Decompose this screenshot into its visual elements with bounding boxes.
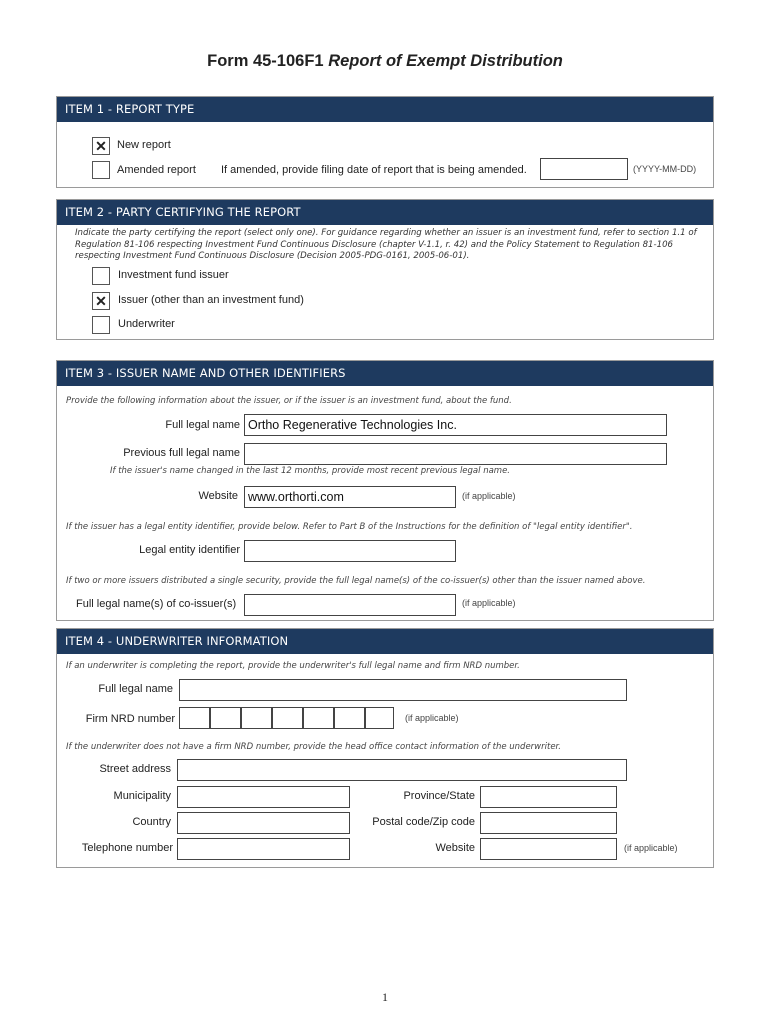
item2-instruction: Indicate the party certifying the report (select only one). For guidance regarding whether an issuer is an investment fund, refer to section 1.1 of Regulation 81-106 respecting Investment Fund Continuous Disclosure (chapter V-1.1, r. 42) and the Policy Statement to Regulation 81-106 respecting Investment Fund Continuous Disclosure (Decision 2005-PDG-0161, 2005-06-01). <box>75 228 697 261</box>
no-nrd-instruction: If the underwriter does not have a firm NRD number, provide the head office contact information of the underwriter. <box>66 742 561 752</box>
municipality-input[interactable] <box>177 786 350 808</box>
issuer-website-hint: (if applicable) <box>462 491 516 501</box>
province-state-input[interactable] <box>480 786 617 808</box>
nrd-digit-box[interactable] <box>179 707 210 729</box>
lei-input[interactable] <box>244 540 456 562</box>
co-issuer-label: Full legal name(s) of co-issuer(s) <box>76 598 237 610</box>
issuer-website-label: Website <box>198 490 238 502</box>
country-input[interactable] <box>177 812 350 834</box>
lei-label: Legal entity identifier <box>139 544 240 556</box>
nrd-digit-box[interactable] <box>334 707 365 729</box>
previous-legal-name-label: Previous full legal name <box>123 447 240 459</box>
new-report-label: New report <box>117 139 171 151</box>
issuer-website-input[interactable]: www.orthorti.com <box>244 486 456 508</box>
postal-code-input[interactable] <box>480 812 617 834</box>
investment-fund-issuer-label: Investment fund issuer <box>118 269 229 281</box>
underwriter-website-label: Website <box>435 842 475 854</box>
item3-instruction: Provide the following information about the issuer, or if the issuer is an investment fund, about the fund. <box>66 396 512 406</box>
underwriter-checkbox[interactable] <box>92 316 110 334</box>
investment-fund-issuer-checkbox[interactable] <box>92 267 110 285</box>
date-format-hint: (YYYY-MM-DD) <box>633 164 697 174</box>
issuer-label: Issuer (other than an investment fund) <box>118 294 304 306</box>
underwriter-website-hint: (if applicable) <box>624 843 678 853</box>
filing-date-input[interactable] <box>540 158 628 180</box>
item1-heading: ITEM 1 - REPORT TYPE <box>57 97 713 122</box>
amended-report-label: Amended report <box>117 164 196 176</box>
underwriter-full-legal-name-input[interactable] <box>179 679 627 701</box>
co-issuer-instruction: If two or more issuers distributed a single security, provide the full legal name(s) of the co-issuer(s) other than the issuer named above. <box>66 576 646 586</box>
amended-instruction: If amended, provide filing date of report that is being amended. <box>221 164 527 176</box>
page-number: 1 <box>382 990 388 1004</box>
amended-report-checkbox[interactable] <box>92 161 110 179</box>
co-issuer-hint: (if applicable) <box>462 598 516 608</box>
nrd-digit-box[interactable] <box>303 707 334 729</box>
previous-name-note: If the issuer's name changed in the last 12 months, provide most recent previous legal name. <box>110 466 511 476</box>
issuer-full-legal-name-input[interactable]: Ortho Regenerative Technologies Inc. <box>244 414 667 436</box>
new-report-checkbox[interactable]: ✕ <box>92 137 110 155</box>
telephone-label: Telephone number <box>81 842 173 854</box>
country-label: Country <box>132 816 171 828</box>
nrd-digit-box[interactable] <box>241 707 272 729</box>
issuer-checkbox[interactable]: ✕ <box>92 292 110 310</box>
page-title <box>0 52 770 71</box>
telephone-input[interactable] <box>177 838 350 860</box>
postal-code-label: Postal code/Zip code <box>372 816 475 828</box>
nrd-digit-box[interactable] <box>365 707 394 729</box>
nrd-hint: (if applicable) <box>405 713 459 723</box>
underwriter-full-legal-name-label: Full legal name <box>98 683 173 695</box>
municipality-label: Municipality <box>113 790 171 802</box>
street-address-input[interactable] <box>177 759 627 781</box>
nrd-digit-box[interactable] <box>210 707 241 729</box>
street-address-label: Street address <box>99 763 171 775</box>
underwriter-label: Underwriter <box>118 318 175 330</box>
item3-heading: ITEM 3 - ISSUER NAME AND OTHER IDENTIFIERS <box>57 361 713 386</box>
co-issuer-input[interactable] <box>244 594 456 616</box>
issuer-full-legal-name-label: Full legal name <box>165 419 240 431</box>
previous-legal-name-input[interactable] <box>244 443 667 465</box>
form-name: Report of Exempt Distribution <box>328 52 563 70</box>
firm-nrd-label: Firm NRD number <box>85 713 175 725</box>
item4-heading: ITEM 4 - UNDERWRITER INFORMATION <box>57 629 713 654</box>
province-state-label: Province/State <box>403 790 475 802</box>
item2-heading: ITEM 2 - PARTY CERTIFYING THE REPORT <box>57 200 713 225</box>
lei-instruction: If the issuer has a legal entity identifier, provide below. Refer to Part B of the Instructions for the definition of "legal entity identifier". <box>66 522 633 532</box>
underwriter-website-input[interactable] <box>480 838 617 860</box>
form-number: Form 45-106F1 <box>207 52 324 70</box>
item4-instruction: If an underwriter is completing the report, provide the underwriter's full legal name and firm NRD number. <box>66 661 520 671</box>
nrd-digit-box[interactable] <box>272 707 303 729</box>
